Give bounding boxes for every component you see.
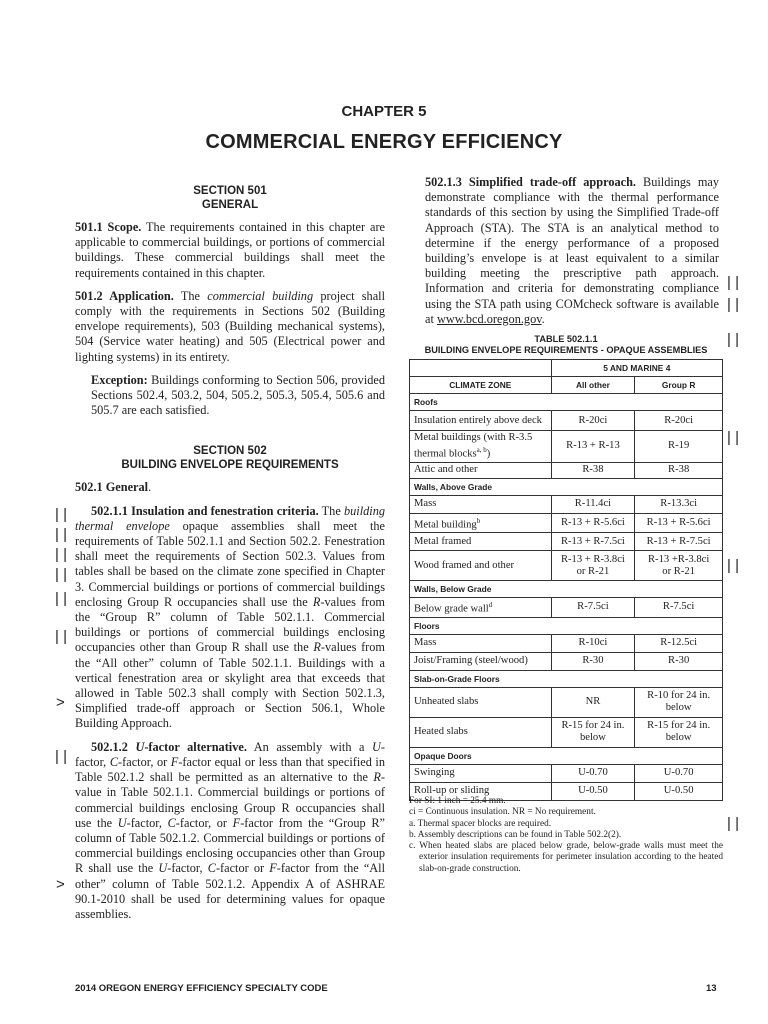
- para-text: -factor,: [167, 861, 208, 876]
- table-cell: Heated slabs: [410, 717, 552, 747]
- table-header-cell: [410, 360, 552, 377]
- para-text: project shall comply with the requirements in Sections 502 (Building envelope requirements), 503 (Building mechanical systems), 504 (Service water heating) and 505 (Electrical power and lighting systems) in its entirety.: [75, 288, 385, 364]
- para-text: opaque assemblies shall meet the requirements of Table 502.1.1 and Section 502.2. Fenestration shall meet the requirements of Section 502.3. Values from tables shall be based on the climate zone specified in Chapter 3. Commercial buildings or portions of commercial buildings enclosing Group R occupancies shall use the: [75, 518, 385, 609]
- table-cell: Attic and other: [410, 462, 552, 478]
- para-text: The: [173, 288, 208, 303]
- paragraph-502-1-3: [425, 175, 719, 327]
- change-bar: | |: [55, 526, 67, 543]
- section-501-heading: SECTION 501: [193, 185, 267, 197]
- para-var: U: [372, 739, 381, 754]
- table-cell: R-11.4ci: [551, 495, 635, 513]
- para-text: -factor, or: [175, 815, 233, 830]
- cell-text: below: [665, 732, 692, 744]
- cell-text: R-15 for 24 in.: [561, 720, 625, 732]
- table-cell: [635, 551, 723, 581]
- change-bar: | |: [727, 557, 739, 574]
- cell-text: R-15 for 24 in.: [647, 720, 711, 732]
- table-row: [410, 598, 723, 618]
- para-text: -factor from the “Group R” column of Table 502.1.2. Commercial buildings or portions of commercial buildings enclosing occupancies other than Group R shall use the: [75, 815, 385, 876]
- all-other-header: All other: [551, 377, 635, 394]
- change-bar: | |: [55, 628, 67, 645]
- note-ci: ci = Continuous insulation. NR = No requirement.: [409, 807, 596, 818]
- para-text: .: [148, 480, 152, 495]
- group-label: Floors: [410, 617, 723, 634]
- section-502-heading: SECTION 502: [193, 445, 267, 458]
- para-label: 501.1 Scope.: [75, 220, 142, 234]
- table-notes: [409, 796, 723, 875]
- paragraph-502-1: [75, 480, 385, 495]
- table-group-row: [410, 670, 723, 687]
- table-cell: R-20ci: [551, 411, 635, 431]
- change-bar: | |: [55, 566, 67, 583]
- climate-zone-header: 5 AND MARINE 4: [551, 360, 722, 377]
- table-cell: [410, 598, 552, 618]
- table-row: [410, 652, 723, 670]
- para-var: R: [373, 770, 381, 785]
- group-r-header: Group R: [635, 377, 723, 394]
- cell-text: Metal building: [414, 519, 477, 531]
- footnote-ref: a, b: [476, 446, 487, 454]
- table-cell: R-13 + R-5.6ci: [635, 513, 723, 533]
- exception-paragraph: [75, 373, 385, 419]
- table-cell: Insulation entirely above deck: [410, 411, 552, 431]
- cell-text: R-13 + R-3.8ci: [560, 553, 625, 565]
- change-bar: | |: [727, 429, 739, 446]
- table-row: [410, 717, 723, 747]
- note-b: b. Assembly descriptions can be found in Table 502.2(2).: [409, 829, 622, 840]
- change-bar: | |: [727, 331, 739, 348]
- para-term: commercial building: [207, 288, 314, 303]
- para-var: F: [170, 754, 179, 769]
- cell-text: Metal buildings (with R-3.5 thermal blocks: [414, 432, 533, 460]
- para-label: -factor alternative.: [144, 739, 247, 754]
- exception-text: Buildings conforming to Section 506, provided Sections 502.4, 503.2, 504, 505.2, 505.3, 505.4, 505.6 and 505.7 are each satisfied.: [91, 372, 385, 418]
- cell-text: R-10 for 24 in.: [647, 690, 711, 702]
- para-label: 502.1 General: [75, 480, 149, 495]
- table-cell: [551, 551, 635, 581]
- table-row: [410, 634, 723, 652]
- table-row: [410, 551, 723, 581]
- footer-title: 2014 OREGON ENERGY EFFICIENCY SPECIALTY CODE: [75, 983, 328, 994]
- para-text: -factor equal or less than that specified in Table 502.1.2 shall be permitted as an alternative to the: [75, 754, 385, 785]
- para-text: -values from the “All other” column of Table 502.1.1. Buildings with a vertical fenestration area or skylight area that exceeds that allowed in Table 502.3 shall comply with Section 502.1.3, Simplified trade-off approach or Section 506.1, Whole Building Approach.: [75, 640, 385, 731]
- para-text: .: [541, 311, 545, 326]
- table-cell: [635, 717, 723, 747]
- group-label: Walls, Below Grade: [410, 581, 723, 598]
- para-text: -factor, or: [118, 754, 171, 769]
- table-cell: [410, 431, 552, 463]
- change-bar: | |: [55, 506, 67, 523]
- table-header-row: [410, 377, 723, 394]
- para-text: -values from the “Group R” column of Table 502.1.1. Commercial buildings or portions of commercial buildings enclosing occupancies other than Group R shall use the: [75, 594, 385, 655]
- para-var: C: [207, 861, 216, 876]
- climate-zone-label: CLIMATE ZONE: [410, 377, 552, 394]
- table-cell: R-19: [635, 431, 723, 463]
- para-label: U: [135, 739, 145, 754]
- para-text: An assembly with a: [246, 739, 373, 754]
- table-header-row: [410, 360, 723, 377]
- change-bar: | |: [55, 590, 67, 607]
- change-bar: | |: [55, 546, 67, 563]
- chapter-title: COMMERCIAL ENERGY EFFICIENCY: [205, 131, 563, 153]
- envelope-requirements-table: [409, 359, 723, 801]
- para-text: The requirements contained in this chapter are applicable to commercial buildings, or portions of commercial buildings. These commercial buildings shall meet the requirements contained in this chapter.: [75, 220, 385, 280]
- table-row: [410, 431, 723, 463]
- para-var: C: [109, 754, 119, 769]
- para-text: -factor from the “All other” column of Table 502.1.2. Appendix A of ASHRAE 90.1-2010 shall be used for determining values for opaque assemblies.: [75, 861, 386, 921]
- change-bar: | |: [727, 296, 739, 313]
- table-row: [410, 513, 723, 533]
- table-cell: R-20ci: [635, 411, 723, 431]
- group-label: Opaque Doors: [410, 747, 723, 764]
- cell-text: below: [665, 702, 692, 714]
- para-text: -factor,: [126, 815, 168, 830]
- para-text: -factor,: [75, 739, 386, 769]
- table-cell: R-7.5ci: [635, 598, 723, 618]
- table-row: [410, 687, 723, 717]
- paragraph-501-1: [75, 220, 385, 281]
- paragraph-502-1-2: [75, 740, 385, 922]
- table-cell: Wood framed and other: [410, 551, 552, 581]
- table-row: [410, 533, 723, 551]
- table-cell: R-13 + R-7.5ci: [635, 533, 723, 551]
- change-bar: | |: [727, 815, 739, 832]
- para-var: F: [232, 815, 241, 830]
- footnote-ref: d: [488, 601, 493, 610]
- cell-text: or R-21: [576, 565, 610, 577]
- cell-text: or R-21: [662, 565, 695, 577]
- table-cell: R-30: [551, 652, 635, 670]
- table-group-row: [410, 747, 723, 764]
- table-cell: R-13 + R-13: [551, 431, 635, 463]
- table-caption: BUILDING ENVELOPE REQUIREMENTS - OPAQUE ASSEMBLIES: [424, 345, 708, 355]
- cell-text: ): [486, 448, 491, 460]
- chapter-number: CHAPTER 5: [341, 103, 427, 120]
- table-cell: R-7.5ci: [551, 598, 635, 618]
- table-group-row: [410, 478, 723, 495]
- paragraph-502-1-1: [75, 504, 385, 732]
- group-label: Slab-on-Grade Floors: [410, 670, 723, 687]
- table-row: [410, 764, 723, 782]
- para-term: building thermal envelope: [75, 503, 385, 533]
- table-cell: [410, 513, 552, 533]
- table-cell: Metal framed: [410, 533, 552, 551]
- change-arrow: >: [56, 876, 65, 893]
- para-var: R: [313, 640, 321, 655]
- right-column: [425, 175, 719, 335]
- table-cell: U-0.70: [551, 764, 635, 782]
- section-502-subheading: BUILDING ENVELOPE REQUIREMENTS: [121, 459, 339, 472]
- table-group-row: [410, 394, 723, 411]
- para-text: The: [318, 503, 344, 518]
- paragraph-501-2: [75, 289, 385, 365]
- para-var: U: [158, 861, 168, 876]
- note-c: c. When heated slabs are placed below grade, below-grade walls must meet the exterior insulation requirements for perimeter insulation according to the heated slab-on-grade construction.: [409, 841, 723, 874]
- table-cell: R-38: [635, 462, 723, 478]
- exception-label: Exception:: [91, 372, 148, 387]
- table-cell: U-0.50: [551, 782, 635, 800]
- table-cell: Joist/Framing (steel/wood): [410, 652, 552, 670]
- table-row: [410, 462, 723, 478]
- table-cell: Mass: [410, 634, 552, 652]
- table-cell: [635, 687, 723, 717]
- para-text: Buildings may demonstrate compliance with the thermal performance standards of this section by using the Simplified Trade-off Approach (STA). The STA is an analytical method to determine if the energy performance of a proposed building’s envelope is at least equivalent to a similar building meeting the prescriptive path approach. Information and criteria for demonstrating compliance using the STA path using COMcheck software is available at: [425, 175, 719, 326]
- para-text: -value in Table 502.1.1. Commercial buildings or portions of commercial buildings enclosing Group R occupancies shall use the: [75, 770, 385, 830]
- cell-text: Below grade wall: [414, 603, 489, 615]
- cell-text: below: [579, 732, 606, 744]
- table-cell: R-38: [551, 462, 635, 478]
- left-column: [75, 184, 385, 930]
- table-cell: R-30: [635, 652, 723, 670]
- note-si: For SI: 1 inch = 25.4 mm.: [409, 796, 506, 806]
- para-var: F: [269, 861, 277, 876]
- table-cell: Swinging: [410, 764, 552, 782]
- table-cell: R-12.5ci: [635, 634, 723, 652]
- table-group-row: [410, 581, 723, 598]
- table-cell: U-0.50: [635, 782, 723, 800]
- group-label: Roofs: [410, 394, 723, 411]
- para-label: 502.1.2: [91, 739, 136, 754]
- change-bar: | |: [727, 274, 739, 291]
- note-a: a. Thermal spacer blocks are required.: [409, 818, 552, 829]
- para-text: -factor or: [215, 861, 270, 876]
- page-number: 13: [706, 983, 717, 994]
- para-var: C: [167, 815, 176, 830]
- table-cell: R-10ci: [551, 634, 635, 652]
- website-link[interactable]: www.bcd.oregon.gov: [436, 311, 542, 326]
- footnote-ref: b: [476, 516, 481, 525]
- table-cell: R-13.3ci: [635, 495, 723, 513]
- table-cell: Unheated slabs: [410, 687, 552, 717]
- change-arrow: >: [56, 694, 65, 711]
- table-row: [410, 495, 723, 513]
- table-row: [410, 411, 723, 431]
- para-var: R: [312, 594, 321, 609]
- table-cell: [551, 717, 635, 747]
- para-var: U: [117, 815, 127, 830]
- cell-text: R-13 +R-3.8ci: [647, 553, 710, 565]
- group-label: Walls, Above Grade: [410, 478, 723, 495]
- table-cell: Mass: [410, 495, 552, 513]
- table-cell: R-13 + R-7.5ci: [551, 533, 635, 551]
- table-number: TABLE 502.1.1: [534, 334, 598, 344]
- section-501-subheading: GENERAL: [201, 199, 259, 211]
- table-cell: U-0.70: [635, 764, 723, 782]
- table-group-row: [410, 617, 723, 634]
- para-label: 501.2 Application.: [75, 288, 174, 303]
- table-cell: Roll-up or sliding: [410, 782, 552, 800]
- table-cell: R-13 + R-5.6ci: [551, 513, 635, 533]
- change-bar: | |: [55, 748, 67, 765]
- para-label: 502.1.1 Insulation and fenestration criteria.: [91, 503, 319, 518]
- para-label: 502.1.3 Simplified trade-off approach.: [425, 175, 637, 189]
- table-cell: NR: [551, 687, 635, 717]
